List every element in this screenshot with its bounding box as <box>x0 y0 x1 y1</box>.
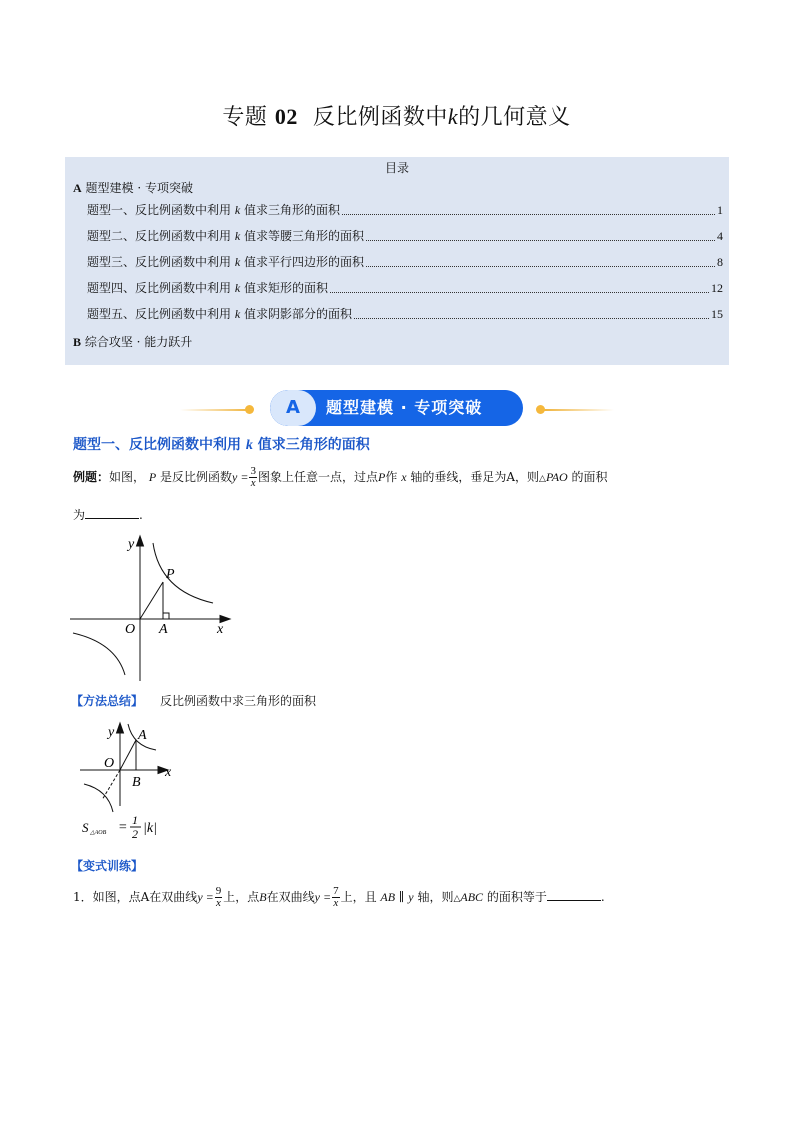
y-axis-arrow <box>117 723 124 733</box>
label-p: P <box>166 567 175 582</box>
method-summary-label: 【方法总结】 <box>71 694 144 708</box>
label-b: B <box>132 775 141 790</box>
banner-decoration-left <box>180 409 250 411</box>
formula-equals: = <box>118 820 128 835</box>
formula-denominator: 2 <box>132 827 138 841</box>
example-problem: 例题：如图， P 是反比例函数y = $\frac{3}{x}$ 图象上任意一点，过点P作 x 轴的垂线，垂足为A，则△PAO 的面积 <box>73 465 608 489</box>
toc-section-b[interactable]: B 综合攻坚 · 能力跃升 <box>73 335 193 349</box>
toc-heading: 目录 <box>384 161 409 175</box>
label-o: O <box>104 756 115 771</box>
label-o: O <box>125 622 136 637</box>
banner-dot-left <box>245 405 254 414</box>
y-axis-arrow <box>137 536 144 546</box>
right-angle-mark <box>163 613 169 619</box>
hyperbola-branch-1 <box>153 543 213 603</box>
label-y: y <box>108 725 115 740</box>
segment-op <box>140 582 163 619</box>
banner-text: 题型建模 · 专项突破 <box>326 398 483 417</box>
label-x: x <box>217 622 224 637</box>
formula-subscript: △AOB <box>90 830 107 836</box>
question-1: 1．如图，点A在双曲线y = $\frac{9}{x}$ 上，点B在双曲线y = $\frac{7}{x}$ 上，且 AB ∥ y 轴，则△ABC 的面积等于 . <box>73 885 605 909</box>
hyperbola-branch-2 <box>73 633 125 675</box>
variant-training-label: 【变式训练】 <box>71 859 144 873</box>
label-x: x <box>165 765 172 780</box>
formula-s: S <box>82 820 89 835</box>
formula-numerator: 1 <box>132 813 138 827</box>
toc-item-5[interactable]: 题型五、反比例函数中利用 k 值求阴影部分的面积 15 <box>87 307 723 321</box>
section-heading-type1: 题型一、反比例函数中利用 k 值求三角形的面积 <box>73 437 370 453</box>
section-banner <box>270 390 523 426</box>
figure-example <box>68 533 238 683</box>
segment-oa <box>120 740 136 770</box>
toc-item-4[interactable]: 题型四、反比例函数中利用 k 值求矩形的面积 12 <box>87 281 723 295</box>
banner-dot-right <box>536 405 545 414</box>
label-y: y <box>128 537 135 552</box>
banner-letter: A <box>270 390 316 426</box>
answer-blank[interactable] <box>547 888 601 901</box>
page-title: 专题 02 反比例函数中k的几何意义 <box>222 104 571 130</box>
toc-item-3[interactable]: 题型三、反比例函数中利用 k 值求平行四边形的面积 8 <box>87 255 723 269</box>
figure-method <box>78 720 188 842</box>
banner-decoration-right <box>544 409 614 411</box>
formula-abs-k: |k| <box>143 821 157 836</box>
label-a: A <box>159 622 168 637</box>
toc-item-2[interactable]: 题型二、反比例函数中利用 k 值求等腰三角形的面积 4 <box>87 229 723 243</box>
toc-section-a[interactable]: A 题型建模 · 专项突破 <box>73 181 193 195</box>
method-summary-text: 反比例函数中求三角形的面积 <box>160 694 317 708</box>
example-answer-line: 为 . <box>73 508 143 522</box>
toc-item-1[interactable]: 题型一、反比例函数中利用 k 值求三角形的面积 1 <box>87 203 723 217</box>
table-of-contents <box>65 157 729 365</box>
label-a: A <box>138 728 147 743</box>
answer-blank[interactable] <box>85 506 139 519</box>
